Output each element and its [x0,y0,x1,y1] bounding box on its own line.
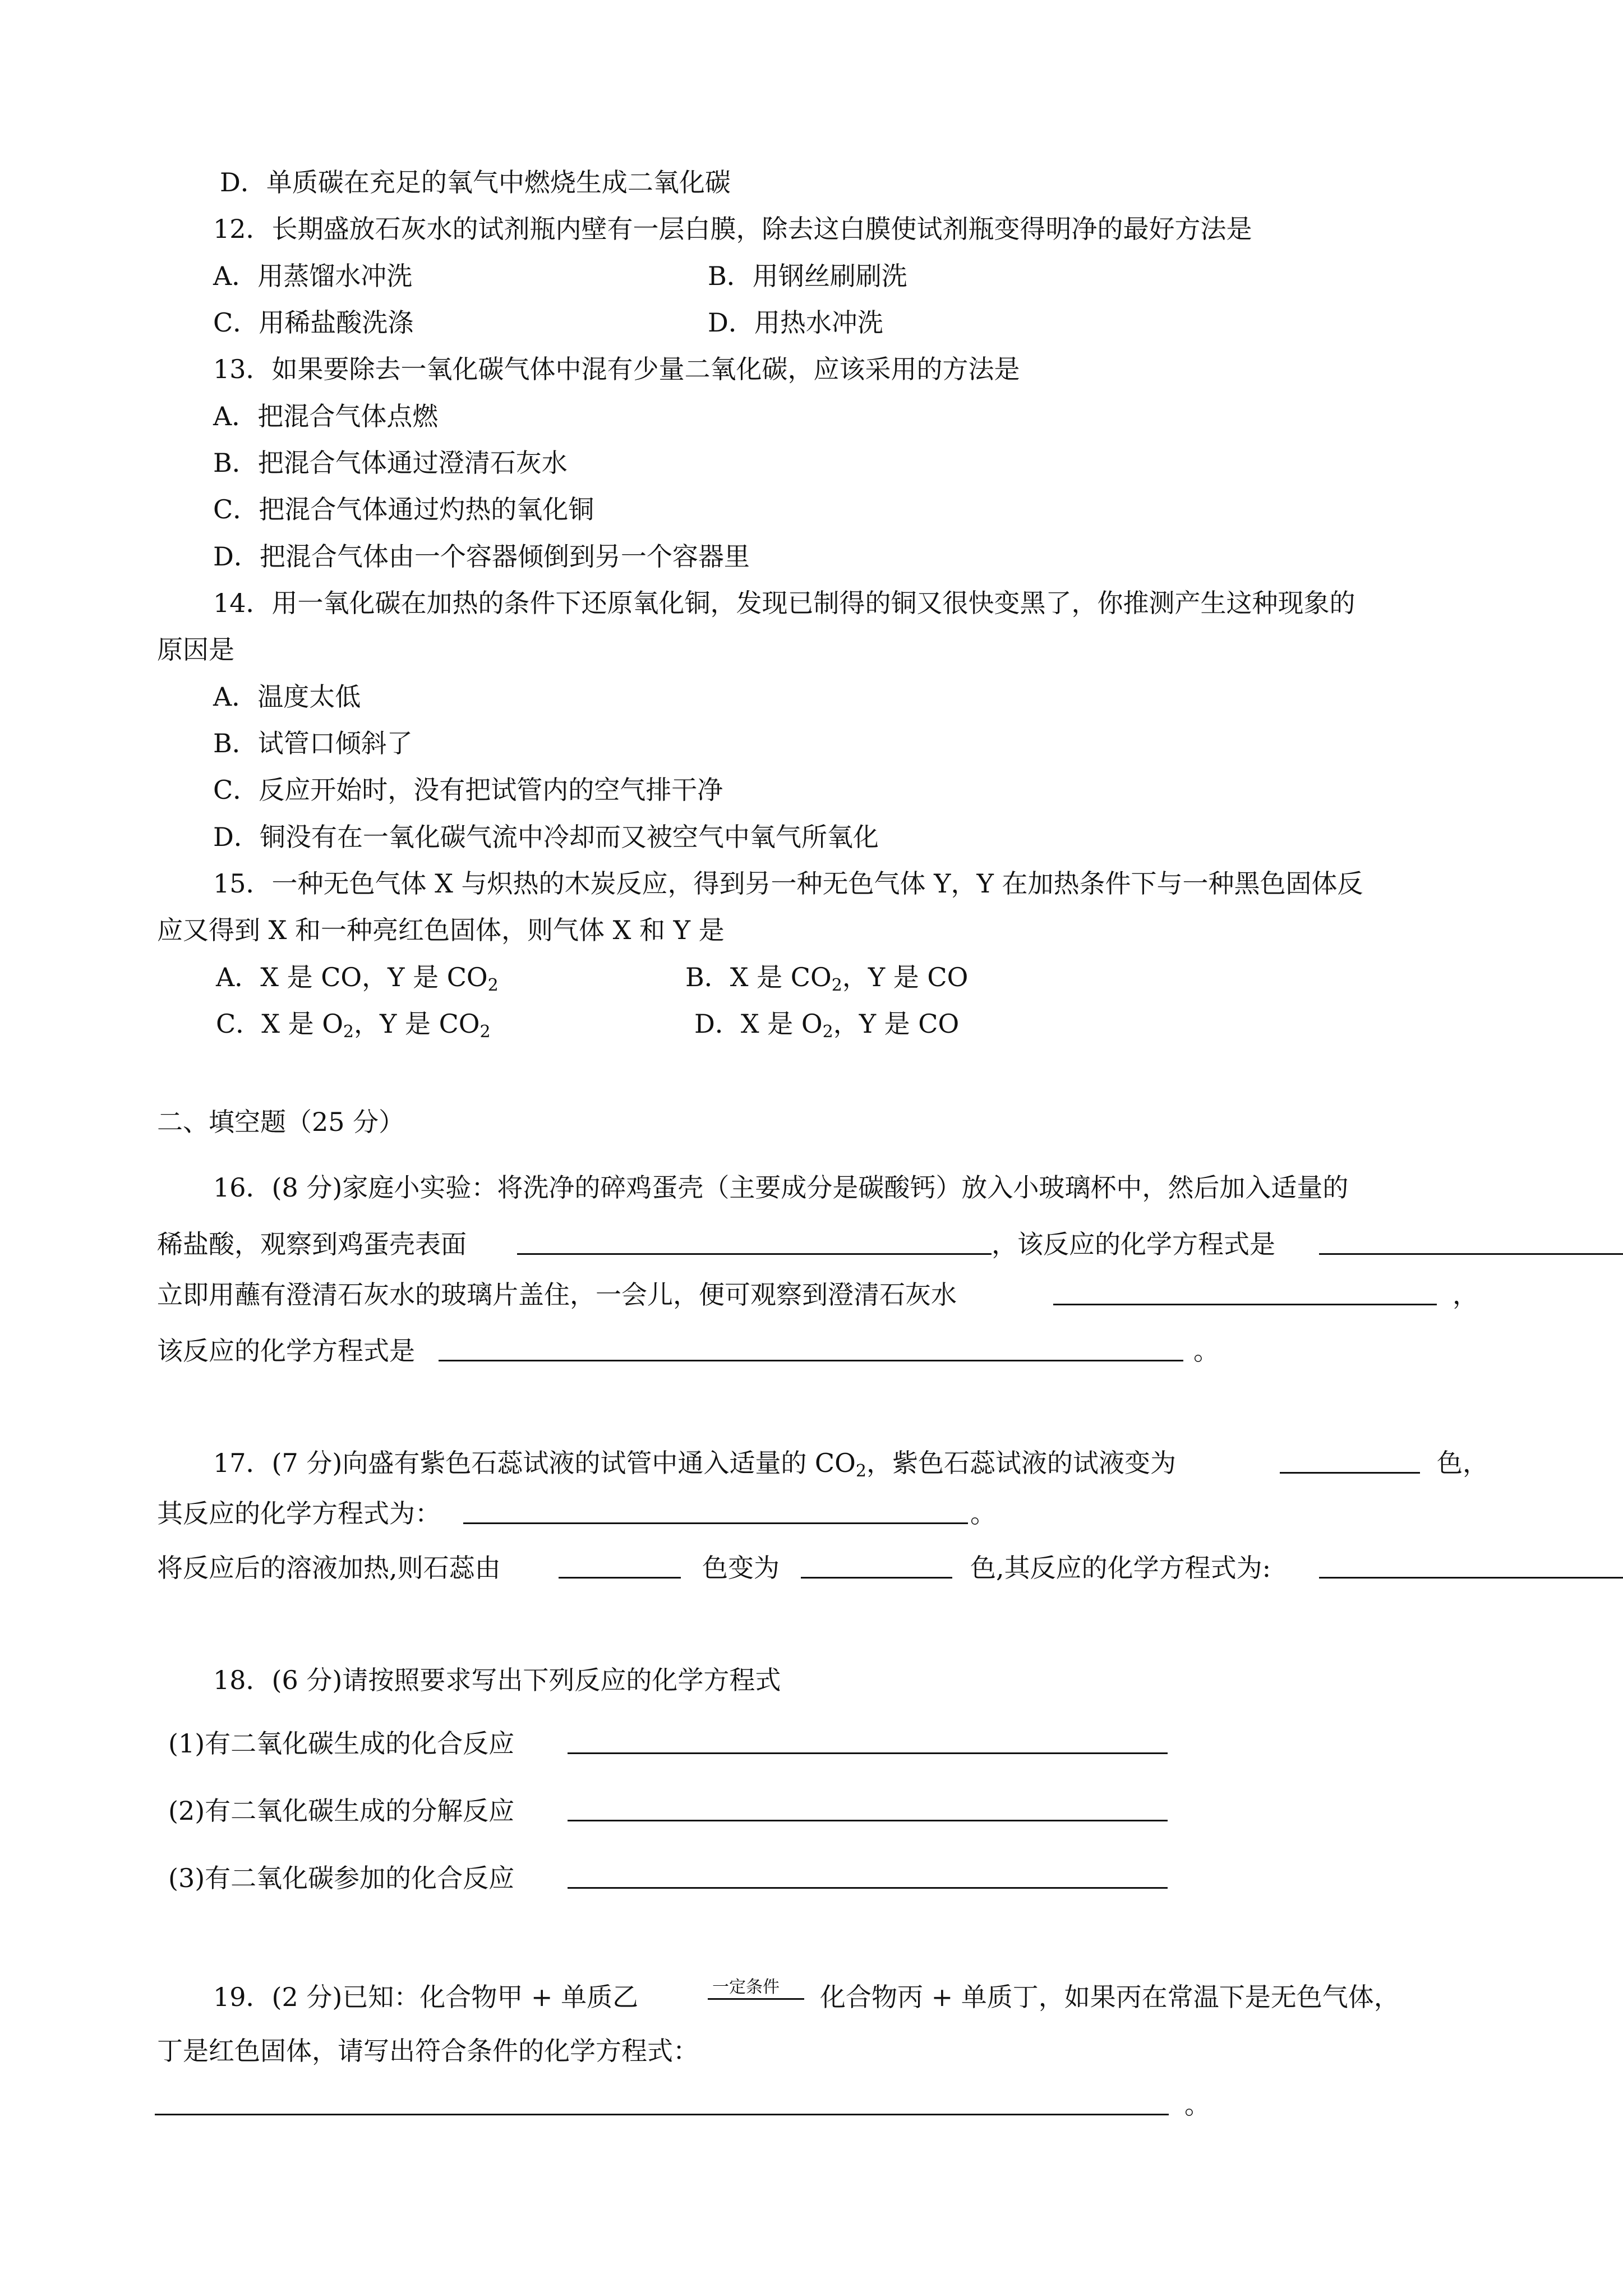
q14-stem-line2: 原因是 [157,634,234,665]
q18-item-1: (1)有二氧化碳生成的化合反应 [168,1728,515,1759]
q16-line4-text: 该反应的化学方程式是 [157,1336,415,1366]
q17-line1-text: 17．(7 分)向盛有紫色石蕊试液的试管中通入适量的 $CO_2$，紫色石蕊试液的试液变为 [213,1448,1176,1481]
q18-answer-blank-1[interactable] [568,1752,1168,1754]
q15-option-b: B．X 是 $CO_2$，Y 是 CO [685,962,969,995]
q19-line1-text-b: 化合物丙 + 单质丁，如果丙在常温下是无色气体， [820,1982,1400,2012]
q17-line3-text: 将反应后的溶液加热,则石蕊由 [157,1553,501,1583]
q17-answer-blank-5[interactable] [1319,1577,1623,1579]
q14-option-c: C．反应开始时，没有把试管内的空气排干净 [213,775,723,805]
q17-line3-text-b: 色变为 [702,1553,780,1583]
q18-item-3: (3)有二氧化碳参加的化合反应 [168,1863,515,1893]
q14-option-d: D．铜没有在一氧化碳气流中冷却而又被空气中氧气所氧化 [213,822,879,852]
q17-answer-blank-1[interactable] [1280,1472,1420,1474]
q19-reaction-condition: 一定条件 [712,1977,780,1997]
q19-answer-blank[interactable] [155,2114,1169,2115]
q17-line2-period: 。 [970,1498,996,1529]
q16-answer-blank-4[interactable] [439,1360,1183,1361]
q18-answer-blank-2[interactable] [568,1820,1168,1821]
q14-stem-line1: 14．用一氧化碳在加热的条件下还原氧化铜，发现已制得的铜又很快变黑了，你推测产生这种现象的 [213,588,1355,618]
q12-option-d: D．用热水冲洗 [708,307,883,338]
q17-line3-text-c: 色,其反应的化学方程式为: [970,1553,1271,1583]
q17-line1-end: 色， [1437,1448,1488,1478]
q19-reaction-arrow [708,1998,804,2000]
q16-line1: 16．(8 分)家庭小实验：将洗净的碎鸡蛋壳（主要成分是碳酸钙）放入小玻璃杯中，然后加入适量的 [213,1172,1349,1203]
q16-line4-period: 。 [1193,1336,1219,1366]
q12-option-c: C．用稀盐酸洗涤 [213,307,414,338]
q12-stem: 12．长期盛放石灰水的试剂瓶内壁有一层白膜，除去这白膜使试剂瓶变得明净的最好方法是 [213,214,1252,244]
q17-line2-text: 其反应的化学方程式为： [157,1498,441,1529]
q13-option-b: B．把混合气体通过澄清石灰水 [213,448,568,478]
q14-option-b: B．试管口倾斜了 [213,728,413,758]
q12-option-b: B．用钢丝刷刷洗 [708,261,907,291]
q18-stem: 18．(6 分)请按照要求写出下列反应的化学方程式 [213,1665,781,1695]
q16-line2-text: 稀盐酸，观察到鸡蛋壳表面 [157,1229,467,1259]
q16-line3-comma: ， [1453,1280,1478,1310]
q16-answer-blank-2[interactable] [1319,1253,1623,1255]
q18-answer-blank-3[interactable] [568,1887,1168,1889]
q13-option-a: A．把混合气体点燃 [213,401,439,431]
q16-answer-blank-3[interactable] [1053,1304,1437,1305]
q15-stem-line1: 15．一种无色气体 X 与炽热的木炭反应，得到另一种无色气体 Y，Y 在加热条件下与一种黑色固体反 [213,868,1363,899]
section-title: 二、填空题（25 分） [157,1107,405,1137]
q12-option-a: A．用蒸馏水冲洗 [213,261,413,291]
q17-answer-blank-4[interactable] [801,1577,952,1579]
q16-line2-text-b: ，该反应的化学方程式是 [992,1229,1275,1259]
q19-line1-text: 19．(2 分)已知：化合物甲 + 单质乙 [213,1982,639,2012]
q18-item-2: (2)有二氧化碳生成的分解反应 [168,1796,515,1826]
q19-line3-period: 。 [1184,2090,1210,2120]
q17-answer-blank-2[interactable] [463,1522,968,1524]
q17-answer-blank-3[interactable] [559,1577,681,1579]
q13-option-c: C．把混合气体通过灼热的氧化铜 [213,494,594,524]
q15-option-d: D．X 是 $O_2$，Y 是 CO [694,1009,960,1042]
q14-option-a: A．温度太低 [213,682,361,712]
q15-stem-line2: 应又得到 X 和一种亮红色固体，则气体 X 和 Y 是 [157,915,725,945]
q16-line3-text: 立即用蘸有澄清石灰水的玻璃片盖住，一会儿，便可观察到澄清石灰水 [157,1280,957,1310]
q16-answer-blank-1[interactable] [517,1253,992,1255]
q19-line2-text: 丁是红色固体，请写出符合条件的化学方程式： [157,2036,699,2066]
q15-option-a: A．X 是 CO，Y 是 $CO_2$ [216,962,499,995]
q15-option-c: C．X 是 $O_2$，Y 是 $CO_2$ [216,1009,491,1042]
q13-stem: 13．如果要除去一氧化碳气体中混有少量二氧化碳，应该采用的方法是 [213,354,1020,384]
q13-option-d: D．把混合气体由一个容器倾倒到另一个容器里 [213,541,750,572]
q11-option-d: D．单质碳在充足的氧气中燃烧生成二氧化碳 [220,167,731,197]
